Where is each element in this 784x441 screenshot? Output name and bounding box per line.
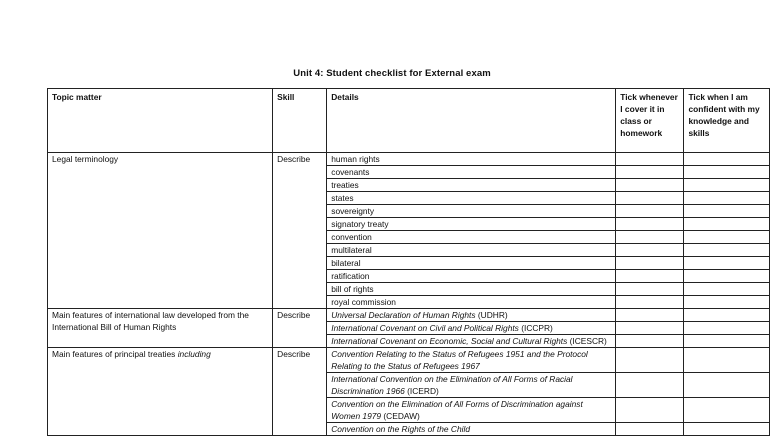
tick-cover-cell[interactable]: [616, 192, 684, 205]
detail-text-italic: Universal Declaration of Human Rights: [331, 310, 476, 320]
header-topic-matter: Topic matter: [48, 89, 273, 153]
topic-text: Legal terminology: [52, 154, 119, 164]
detail-cell: [327, 244, 616, 257]
detail-cell: [327, 257, 616, 270]
detail-cell: [327, 179, 616, 192]
tick-cover-cell[interactable]: [616, 244, 684, 257]
tick-confident-cell[interactable]: [684, 179, 770, 192]
tick-cover-cell[interactable]: [616, 423, 684, 436]
tick-confident-cell[interactable]: [684, 244, 770, 257]
tick-confident-cell[interactable]: [684, 153, 770, 166]
skill-text: Describe: [277, 349, 311, 359]
header-tick-confident: Tick when I am confident with my knowledge and skills: [684, 89, 770, 153]
detail-cell: [327, 153, 616, 166]
detail-text-italic: Convention Relating to the Status of Refugees 1951 and the Protocol Relating to the Status of Refugees 1967: [331, 349, 588, 371]
tick-confident-cell[interactable]: [684, 335, 770, 348]
tick-confident-cell[interactable]: [684, 423, 770, 436]
detail-cell: [327, 348, 616, 373]
detail-text: (ICESCR): [567, 336, 607, 346]
skill-text: Describe: [277, 154, 311, 164]
detail-cell: [327, 335, 616, 348]
detail-text: multilateral: [331, 245, 372, 255]
header-tick-cover: Tick whenever I cover it in class or homework: [616, 89, 684, 153]
detail-text: (CEDAW): [381, 411, 420, 421]
skill-text: Describe: [277, 310, 311, 320]
detail-text: human rights: [331, 154, 380, 164]
topic-cell: [48, 348, 273, 436]
tick-confident-cell[interactable]: [684, 192, 770, 205]
tick-confident-cell[interactable]: [684, 257, 770, 270]
skill-cell: [273, 309, 327, 348]
tick-cover-cell[interactable]: [616, 309, 684, 322]
detail-text: treaties: [331, 180, 359, 190]
tick-cover-cell[interactable]: [616, 283, 684, 296]
detail-cell: [327, 218, 616, 231]
skill-cell: [273, 153, 327, 309]
tick-confident-cell[interactable]: [684, 283, 770, 296]
header-details: Details: [327, 89, 616, 153]
tick-cover-cell[interactable]: [616, 205, 684, 218]
detail-cell: [327, 398, 616, 423]
detail-text: signatory treaty: [331, 219, 389, 229]
student-checklist-table: [47, 88, 770, 436]
tick-confident-cell[interactable]: [684, 373, 770, 398]
table-row: [48, 153, 770, 166]
detail-text: ratification: [331, 271, 370, 281]
detail-text: (ICCPR): [518, 323, 553, 333]
detail-text: royal commission: [331, 297, 396, 307]
tick-confident-cell[interactable]: [684, 270, 770, 283]
detail-text-italic: International Covenant on Civil and Political Rights: [331, 323, 519, 333]
detail-text: sovereignty: [331, 206, 375, 216]
detail-cell: [327, 192, 616, 205]
tick-confident-cell[interactable]: [684, 218, 770, 231]
detail-text: (UDHR): [475, 310, 508, 320]
detail-cell: [327, 322, 616, 335]
detail-cell: [327, 423, 616, 436]
tick-cover-cell[interactable]: [616, 296, 684, 309]
tick-cover-cell[interactable]: [616, 335, 684, 348]
tick-cover-cell[interactable]: [616, 153, 684, 166]
detail-text: covenants: [331, 167, 370, 177]
tick-cover-cell[interactable]: [616, 373, 684, 398]
page-title: Unit 4: Student checklist for External exam: [293, 68, 491, 79]
detail-cell: [327, 205, 616, 218]
topic-text-italic: including: [177, 349, 211, 359]
detail-cell: [327, 296, 616, 309]
detail-text-italic: Convention on the Elimination of All Forms of Discrimination against Women 1979: [331, 399, 583, 421]
tick-cover-cell[interactable]: [616, 398, 684, 423]
header-row: [48, 89, 770, 153]
detail-cell: [327, 166, 616, 179]
tick-confident-cell[interactable]: [684, 296, 770, 309]
topic-cell: [48, 309, 273, 348]
tick-cover-cell[interactable]: [616, 270, 684, 283]
skill-cell: [273, 348, 327, 436]
tick-confident-cell[interactable]: [684, 231, 770, 244]
detail-text: convention: [331, 232, 372, 242]
tick-confident-cell[interactable]: [684, 348, 770, 373]
tick-cover-cell[interactable]: [616, 257, 684, 270]
detail-text-italic: International Convention on the Elimination of All Forms of Racial Discrimination 1966: [331, 374, 573, 396]
tick-cover-cell[interactable]: [616, 166, 684, 179]
table-row: [48, 309, 770, 322]
detail-text: bill of rights: [331, 284, 374, 294]
tick-cover-cell[interactable]: [616, 231, 684, 244]
detail-cell: [327, 309, 616, 322]
tick-cover-cell[interactable]: [616, 348, 684, 373]
topic-text: Main features of principal treaties: [52, 349, 178, 359]
detail-cell: [327, 373, 616, 398]
detail-cell: [327, 270, 616, 283]
tick-confident-cell[interactable]: [684, 322, 770, 335]
tick-confident-cell[interactable]: [684, 309, 770, 322]
tick-cover-cell[interactable]: [616, 218, 684, 231]
detail-text: states: [331, 193, 354, 203]
detail-cell: [327, 283, 616, 296]
detail-text-italic: International Covenant on Economic, Social and Cultural Rights: [331, 336, 568, 346]
topic-cell: [48, 153, 273, 309]
topic-text: Main features of international law developed from the International Bill of Human Rights: [52, 310, 249, 332]
detail-text: (ICERD): [404, 386, 439, 396]
header-skill: Skill: [273, 89, 327, 153]
detail-text: bilateral: [331, 258, 361, 268]
tick-cover-cell[interactable]: [616, 322, 684, 335]
tick-confident-cell[interactable]: [684, 205, 770, 218]
tick-cover-cell[interactable]: [616, 179, 684, 192]
tick-confident-cell[interactable]: [684, 398, 770, 423]
detail-text-italic: Convention on the Rights of the Child: [331, 424, 470, 434]
detail-cell: [327, 231, 616, 244]
tick-confident-cell[interactable]: [684, 166, 770, 179]
table-row: [48, 348, 770, 373]
